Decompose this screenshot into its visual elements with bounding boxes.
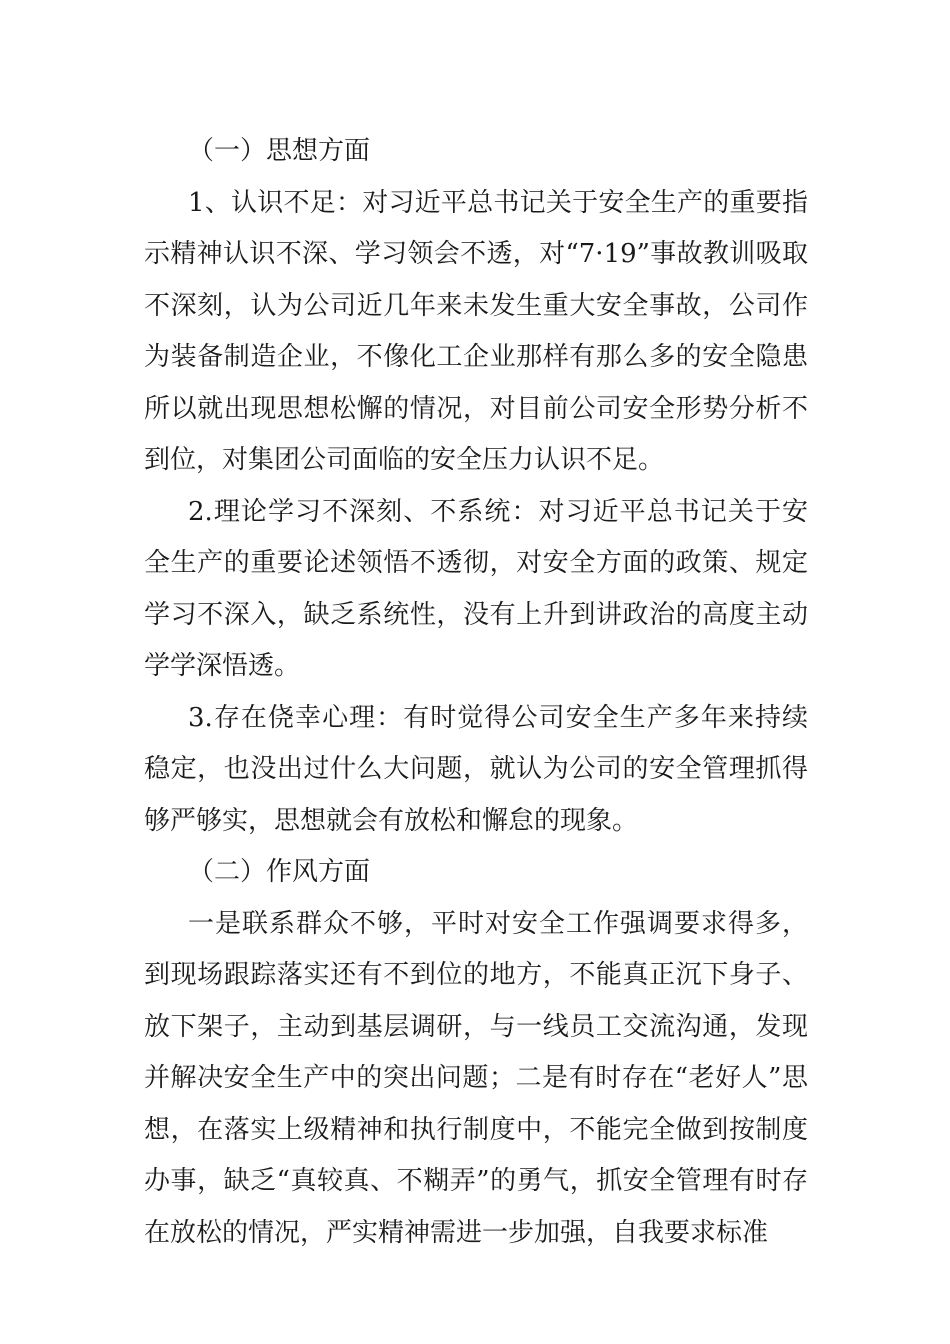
paragraph-theory-study: 2.理论学习不深刻、不系统：对习近平总书记关于安全生产的重要论述领悟不透彻，对安全方面的政策、规定学习不深入，缺乏系统性，没有上升到讲政治的高度主动学学深悟透。 bbox=[144, 496, 808, 681]
paragraph-work-style: 一是联系群众不够，平时对安全工作强调要求得多，到现场跟踪落实还有不到位的地方，不能真正沉下身子、放下架子，主动到基层调研，与一线员工交流沟通，发现并解决安全生产中的突出问题；二是有时存在“老好人”思想，在落实上级精神和执行制度中，不能完全做到按制度办事，缺乏“真较真、不糊弄”的勇气，抓安全管理有时存在放松的情况，严实精神需进一步加强，自我要求标准 bbox=[144, 908, 808, 1248]
paragraph-insufficient-awareness: 1、认识不足：对习近平总书记关于安全生产的重要指示精神认识不深、学习领会不透，对“7·19”事故教训吸取不深刻，认为公司近几年来未发生重大安全事故，公司作为装备制造企业，不像化工企业那样有那么多的安全隐患所以就出现思想松懈的情况，对目前公司安全形势分析不到位，对集团公司面临的安全压力认识不足。 bbox=[144, 187, 808, 475]
section-heading-thinking: （一）思想方面 bbox=[188, 136, 371, 166]
paragraph-luck-mentality: 3.存在侥幸心理：有时觉得公司安全生产多年来持续稳定，也没出过什么大问题，就认为公司的安全管理抓得够严够实，思想就会有放松和懈怠的现象。 bbox=[144, 702, 808, 836]
section-heading-work-style: （二）作风方面 bbox=[188, 857, 371, 887]
document-body bbox=[144, 126, 808, 1259]
